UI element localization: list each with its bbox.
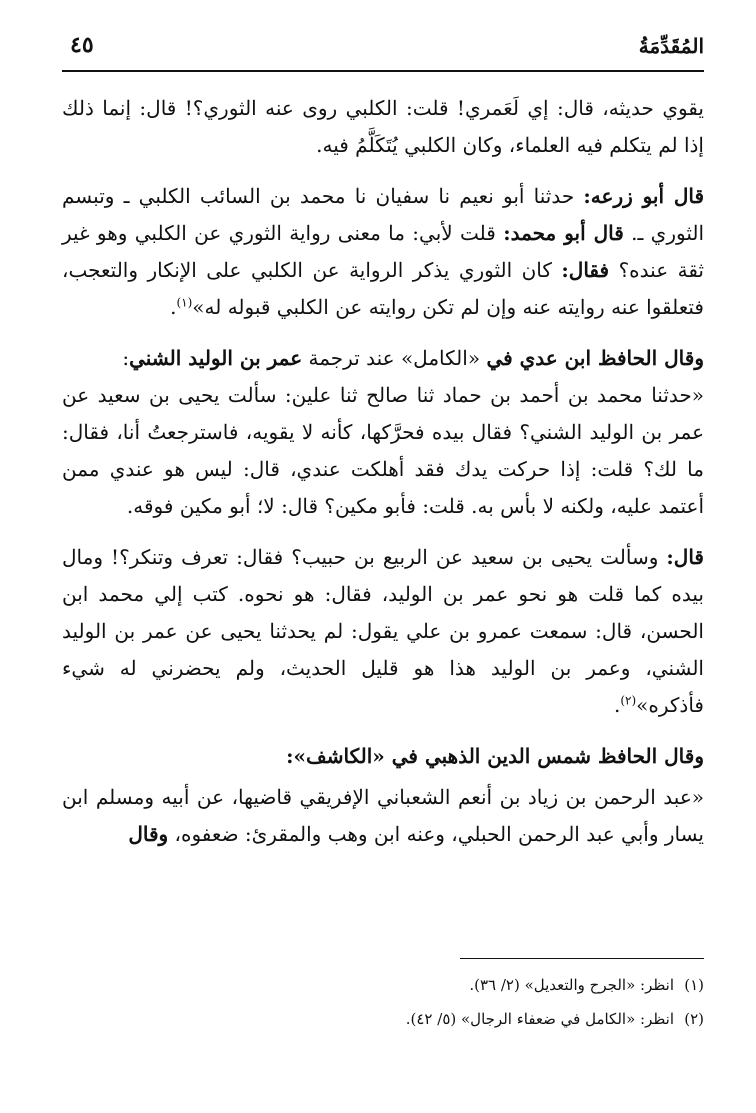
paragraph-3 (62, 340, 704, 525)
paragraph-2-text-3: كان الثوري يذكر الرواية عن الكلبي على الإنكار والتعجب، فتعلقوا عنه روايته عنه وإن لم تكن روايته عن الكلبي قبوله له» (62, 258, 704, 319)
footnote-ref-2[interactable]: (٢) (620, 693, 637, 708)
speaker-abu-muhammad: قال أبو محمد: (503, 221, 624, 245)
paragraph-1 (62, 90, 704, 164)
paragraph-4 (62, 539, 704, 724)
paragraph-2-text-2: قلت لأبي: ما معنى رواية الثوري عن الكلبي وهو غير ثقة عنده؟ (62, 221, 704, 282)
footnote-1 (62, 968, 704, 1002)
narrator-name: عمر بن الوليد الشني (129, 346, 303, 370)
speaker-abu-zura: قال أبو زرعه: (583, 184, 705, 208)
main-text (62, 90, 704, 867)
footnote-1-number: (١) (684, 976, 704, 994)
paragraph-3-quote: «حدثنا محمد بن أحمد بن حماد ثنا صالح ثنا علين: سألت يحيى بن سعيد عن عمر بن الوليد الشني؟ فقال بيده فحرَّكها، كأنه لا يقويه، فاسترجعتُ أنا، فقال: ما لك؟ قلت: إذا حركت يدك فقد أهلكت عندي، قال: ليس هو عندي ممن أعتمد عليه، ولكنه لا بأس به. قلت: فأبو مكين؟ قال: لا؛ أبو مكين فوقه. (62, 383, 704, 518)
footnotes (62, 968, 704, 1036)
paragraph-3-text-1: «الكامل» عند ترجمة (302, 346, 487, 370)
book-page (62, 0, 704, 1113)
running-header (62, 30, 704, 66)
footnote-1-text: انظر: «الجرح والتعديل» (٢/ ٣٦). (469, 976, 674, 994)
paragraph-3-colon: : (122, 346, 130, 370)
footnote-ref-1[interactable]: (١) (176, 295, 193, 310)
speaker-faqal: فقال: (561, 258, 610, 282)
ibn-adi-heading: وقال الحافظ ابن عدي في (486, 346, 704, 370)
chapter-title: المُقَدِّمَةُ (638, 34, 704, 58)
footnote-2-number: (٢) (684, 1010, 704, 1028)
paragraph-4-end: . (613, 693, 621, 717)
header-rule (62, 70, 704, 72)
paragraph-2-end: . (170, 295, 177, 319)
paragraph-4-text: وسألت يحيى بن سعيد عن الربيع بن حبيب؟ فقال: تعرف وتنكر؟! ومال بيده كما قلت هو نحو عمر بن الوليد، فقال: هو نحوه. كتب إلي محمد ابن الحسن، قال: سمعت عمرو بن علي يقول: لم يحدثنا يحيى عن عمر بن الوليد الشني، وعمر بن الوليد هذا هو قليل الحديث، ولم يحضرني له شيء فأذكره» (62, 545, 704, 717)
paragraph-2 (62, 178, 704, 326)
paragraph-5 (62, 779, 704, 853)
page-number: ٤٥ (70, 32, 94, 58)
speaker-qal: قال: (666, 545, 704, 569)
paragraph-1-text: يقوي حديثه، قال: إي لَعَمري! قلت: الكلبي روى عنه الثوري؟! قال: إنما ذلك إذا لم يتكلم فيه العلماء، وكان الكلبي يُتَكَلَّمُ فيه. (62, 96, 704, 157)
footnote-rule (460, 958, 704, 959)
dhahabi-heading: وقال الحافظ شمس الدين الذهبي في «الكاشف»: (286, 744, 704, 768)
paragraph-2-text-1: حدثنا أبو نعيم نا سفيان نا محمد بن السائب الكلبي ـ وتبسم الثوري ـ. (62, 184, 705, 245)
paragraph-5-text: «عبد الرحمن بن زياد بن أنعم الشعباني الإفريقي قاضيها، عن أبيه ومسلم ابن يسار وأبي عبد الرحمن الحبلي، وعنه ابن وهب والمقرئ: ضعفوه، (62, 785, 704, 846)
wa-qal-bold: وقال (128, 822, 169, 846)
footnote-2 (62, 1002, 704, 1036)
footnote-2-text: انظر: «الكامل في ضعفاء الرجال» (٥/ ٤٢). (405, 1010, 674, 1028)
